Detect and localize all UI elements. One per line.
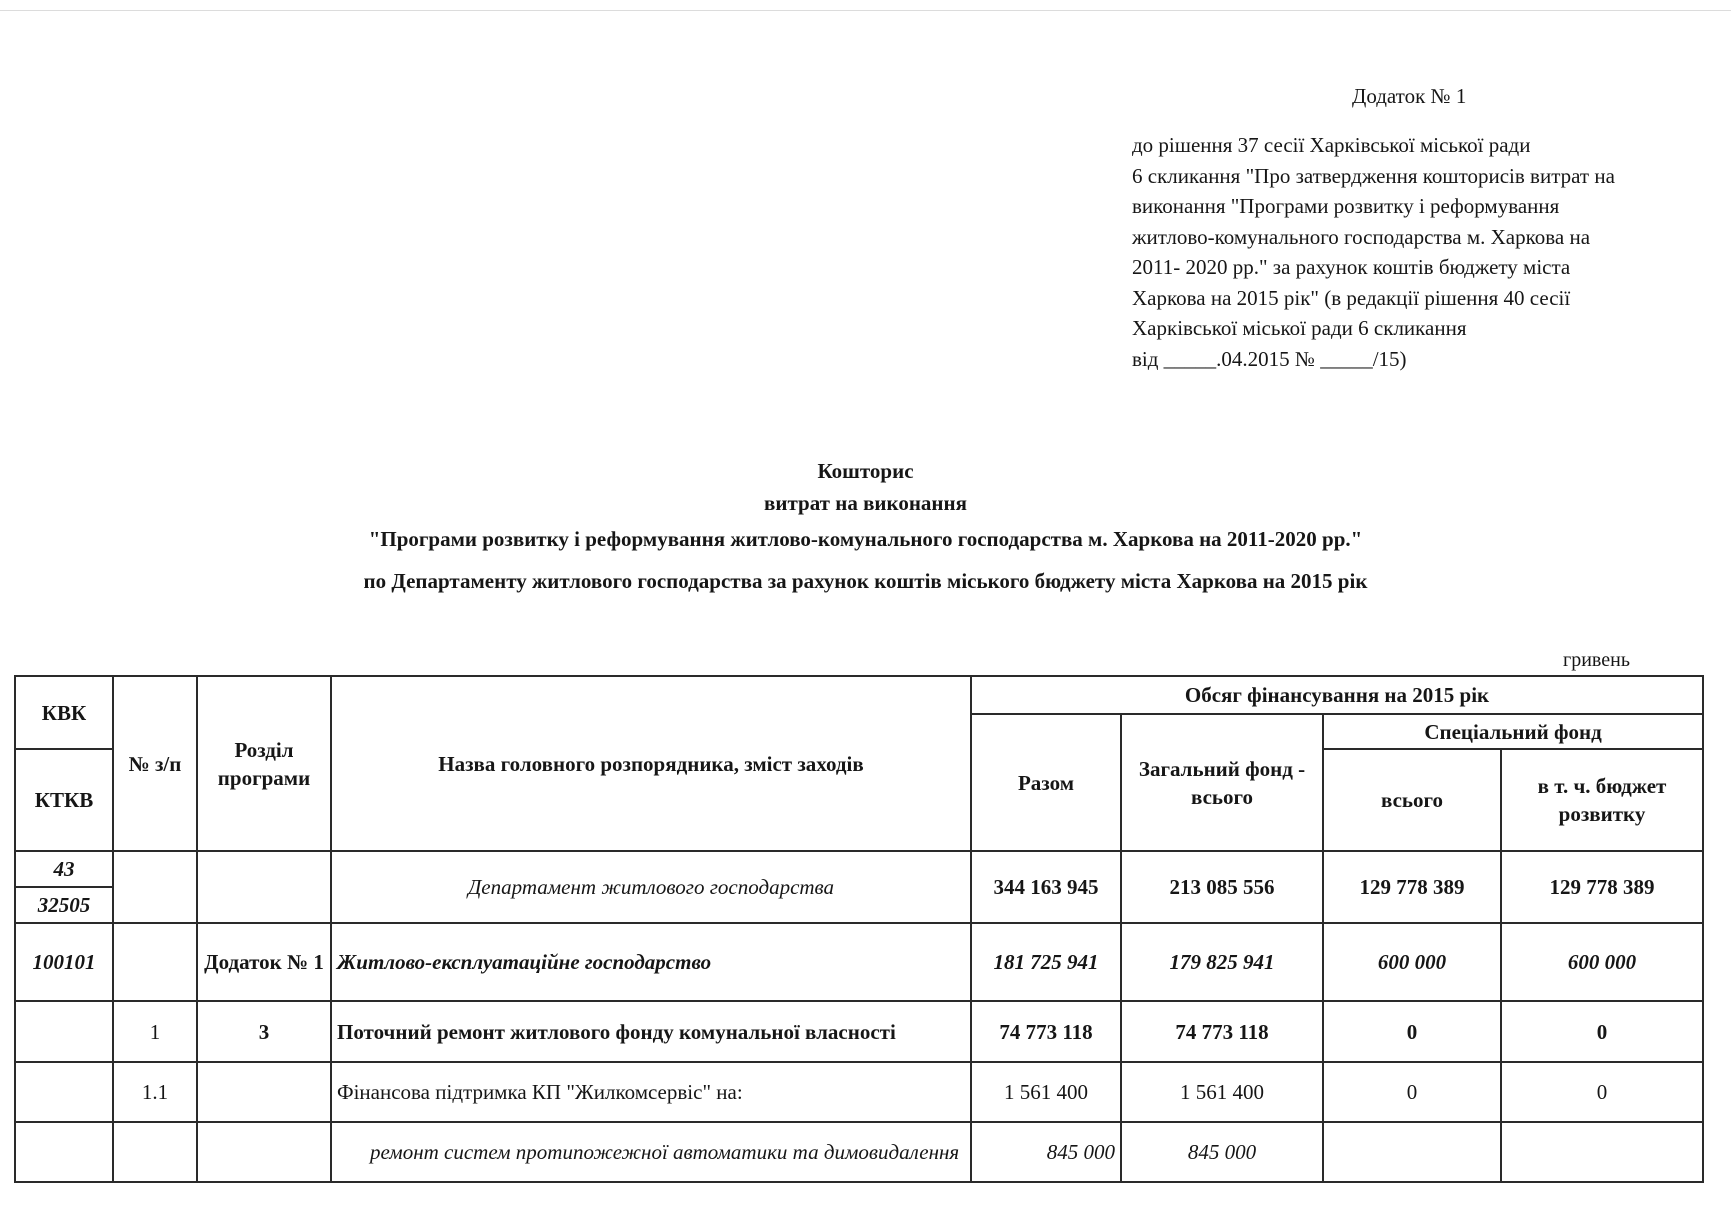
cell-num [113,1122,197,1182]
cell-name: Фінансова підтримка КП "Жилкомсервіс" на: [331,1062,971,1122]
annex-line: житлово-комунального господарства м. Харкова на [1132,224,1591,249]
header-general-fund: Загальний фонд - всього [1121,714,1323,851]
annex-title: Додаток № 1 [1352,84,1467,108]
table-row [15,923,1703,1001]
cell-special-total: 600 000 [1323,923,1501,1001]
header-total: Разом [971,714,1121,851]
cell-section [197,1062,331,1122]
cell-code: 100101 [15,923,113,1001]
cell-total: 344 163 945 [971,851,1121,923]
table-row [15,1122,1703,1182]
cell-general: 1 561 400 [1121,1062,1323,1122]
cell-special-dev: 0 [1501,1062,1703,1122]
cell-special-dev: 0 [1501,1001,1703,1062]
header-name: Назва головного розпорядника, зміст заходів [331,676,971,851]
annex-line: 6 скликання "Про затвердження кошторисів витрат на [1132,163,1615,188]
header-section: Розділ програми [197,676,331,851]
cell-general: 179 825 941 [1121,923,1323,1001]
cell-section [197,851,331,923]
document-heading [0,455,1731,603]
header-kvk: КВК [15,676,113,749]
cell-total: 181 725 941 [971,923,1121,1001]
heading-program-name: "Програми розвитку і реформування житлово-комунального господарства м. Харкова на 2011-2020 рр." [368,527,1363,551]
cell-num: 1.1 [113,1062,197,1122]
cell-special-total: 0 [1323,1062,1501,1122]
cell-section: Додаток № 1 [197,923,331,1001]
header-ktkv: КТКВ [15,749,113,851]
cell-special-total [1323,1122,1501,1182]
cell-ktkv: 32505 [15,887,113,923]
header-special-total: всього [1323,749,1501,851]
cell-special-total: 0 [1323,1001,1501,1062]
cell-total: 1 561 400 [971,1062,1121,1122]
header-special-fund: Спеціальний фонд [1323,714,1703,749]
annex-line: виконання "Програми розвитку і реформування [1132,194,1560,218]
annex-line: Харкова на 2015 рік" (в редакції рішення 40 сесії [1132,285,1571,310]
heading-subtitle: витрат на виконання [764,491,967,515]
cell-code [15,1062,113,1122]
cell-special-dev [1501,1122,1703,1182]
heading-department: по Департаменту житлового господарства за рахунок коштів міського бюджету міста Харкова на 2015 рік [363,569,1368,593]
cell-num: 1 [113,1001,197,1062]
estimate-table [14,675,1704,1183]
annex-body [1132,130,1731,374]
header-development-budget: в т. ч. бюджет розвитку [1501,749,1703,851]
annex-line: 2011- 2020 рр." за рахунок коштів бюджету міста [1132,255,1571,279]
cell-special-dev: 129 778 389 [1501,851,1703,923]
cell-num [113,851,197,923]
page-top-edge [0,0,1731,11]
header-num: № з/п [113,676,197,851]
cell-name: Поточний ремонт житлового фонду комунальної власності [331,1001,971,1062]
annex-line: від _____.04.2015 № _____/15) [1132,346,1407,371]
cell-code [15,1001,113,1062]
cell-name: Житлово-експлуатаційне господарство [331,923,971,1001]
header-volume: Обсяг фінансування на 2015 рік [971,676,1703,714]
header-row [15,676,1703,714]
cell-name: ремонт систем протипожежної автоматики та димовидалення [331,1122,971,1182]
annex-line: Харківської міської ради 6 скликання [1132,316,1467,340]
cell-section: 3 [197,1001,331,1062]
cell-general: 845 000 [1121,1122,1323,1182]
cell-special-total: 129 778 389 [1323,851,1501,923]
table-row-department [15,851,1703,887]
currency-unit: гривень [1563,649,1630,671]
annex-line: до рішення 37 сесії Харківської міської ради [1132,133,1531,157]
cell-name: Департамент житлового господарства [331,851,971,923]
heading-title: Кошторис [817,459,914,483]
cell-total: 74 773 118 [971,1001,1121,1062]
cell-total: 845 000 [971,1122,1121,1182]
cell-special-dev: 600 000 [1501,923,1703,1001]
cell-kvk: 43 [15,851,113,887]
cell-code [15,1122,113,1182]
table-row [15,1062,1703,1122]
cell-section [197,1122,331,1182]
cell-general: 213 085 556 [1121,851,1323,923]
cell-num [113,923,197,1001]
table-row [15,1001,1703,1062]
cell-general: 74 773 118 [1121,1001,1323,1062]
